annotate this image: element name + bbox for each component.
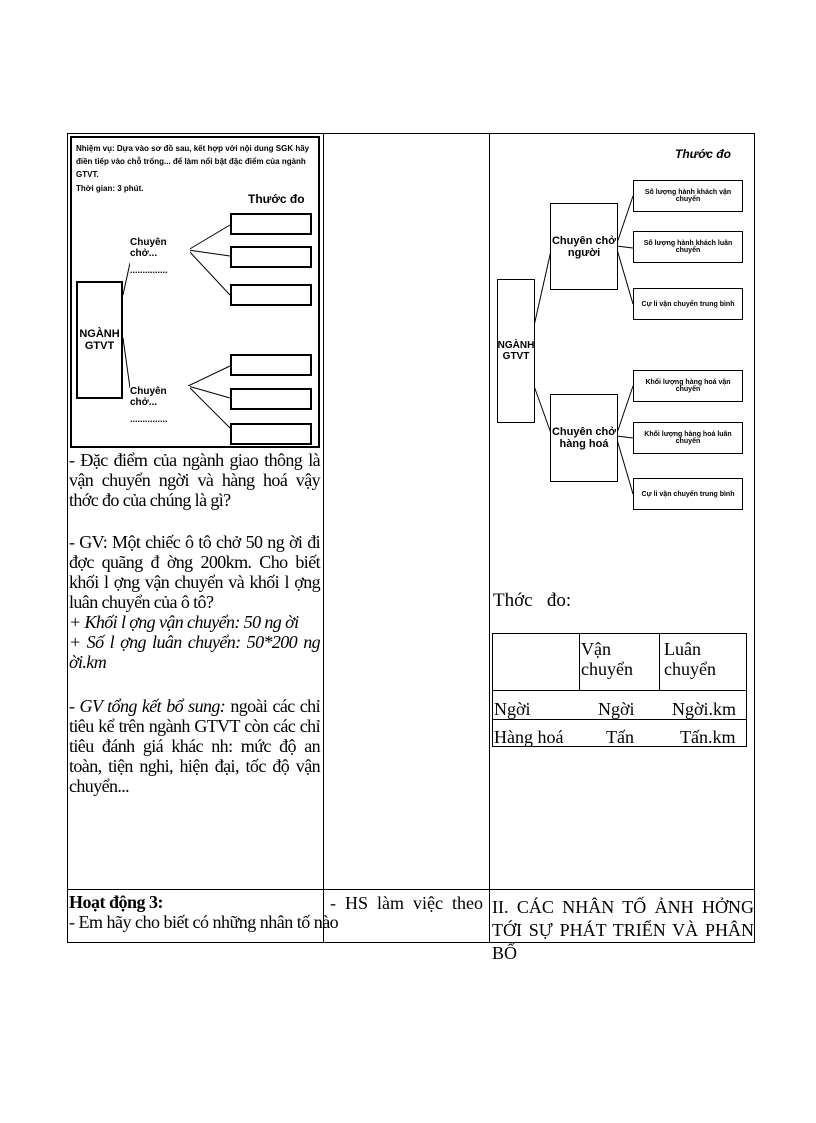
- header-transport: Vận chuyển: [581, 639, 633, 679]
- column-divider: [323, 134, 324, 942]
- left-column-text: [69, 450, 320, 796]
- branch-people-label: Chuyên chở...: [130, 237, 167, 259]
- activity-question: - Em hãy cho biết có những nhân tố nào: [69, 912, 339, 932]
- right-branch-goods-label: Chuyên chở hàng hoá: [551, 426, 617, 450]
- goods-item-box: [633, 370, 743, 402]
- gv-summary-body: ngoài các chỉ tiêu kể trên ngành GTVT còn các chỉ tiêu đánh giá khác nh: mức độ an toàn, tiện nghi, hiện đại, tốc độ vận chuyển...: [69, 696, 320, 796]
- right-branch-people: [550, 203, 618, 290]
- left-diagram: [70, 136, 320, 448]
- blank-box: [230, 246, 312, 268]
- row-label: Ngời: [494, 699, 531, 719]
- answer-line-2: + Số l ợng luân chuyển: 50*200 ng ời.km: [69, 632, 320, 672]
- gv-summary-label: - GV tổng kết bổ sung:: [69, 696, 226, 716]
- branch-people-node: [130, 237, 190, 287]
- right-diagram: [492, 136, 750, 516]
- goods-item-label: Khối lượng hàng hoá luân chuyển: [644, 431, 732, 445]
- table-cell: Tấn.km: [680, 727, 736, 747]
- answer-line-1: + Khối l ợng vận chuyển: 50 ng ời: [69, 612, 299, 632]
- row-label: Hàng hoá: [494, 727, 564, 747]
- table-cell: Ngời.km: [672, 699, 737, 719]
- diagram-instruction: Nhiệm vụ: Dựa vào sơ đồ sau, kết hợp với nội dung SGK hãy điền tiếp vào chỗ trống... để làm nổi bật đặc điểm của ngành GTVT.: [76, 144, 310, 179]
- people-item-label: Số lượng hành khách vận chuyển: [644, 189, 732, 203]
- gv-summary-text: [69, 696, 320, 796]
- header-rotation: Luân chuyển: [664, 639, 716, 679]
- root-node: [76, 281, 123, 399]
- measure-label: Thớc đo:: [493, 590, 572, 611]
- root-node-label: NGÀNH GTVT: [79, 328, 120, 352]
- goods-item-box: [633, 478, 743, 510]
- right-branch-people-label: Chuyên chở người: [551, 234, 617, 259]
- table-cell: Ngời: [598, 699, 635, 719]
- right-measure-title: Thước đo: [675, 147, 731, 161]
- table-cell: Tấn: [606, 727, 634, 747]
- right-root-node: [497, 279, 535, 423]
- blank-box: [230, 213, 312, 235]
- student-task: - HS làm việc theo: [330, 893, 483, 913]
- gv-example-text: - GV: Một chiếc ô tô chở 50 ng ời đi đợc quãng đ ờng 200km. Cho biết khối l ợng vận chuyển và khối l ợng luân chuyển của ô tô?: [69, 532, 320, 612]
- column-divider: [489, 134, 490, 942]
- branch-goods-node: [130, 386, 190, 426]
- activity-title: Hoạt động 3:: [69, 892, 164, 912]
- diagram-time: Thời gian: 3 phút.: [76, 184, 144, 193]
- right-branch-goods: [550, 394, 618, 482]
- row-divider: [68, 889, 754, 890]
- branch-people-dots: ...............: [130, 265, 168, 275]
- people-item-box: [633, 288, 743, 320]
- people-item-label: Cự li vận chuyển trung bình: [641, 300, 735, 308]
- people-item-label: Số lượng hành khách luân chuyển: [643, 240, 733, 254]
- blank-box: [230, 354, 312, 376]
- measure-table: [492, 633, 747, 747]
- branch-goods-label: Chuyên chở...: [130, 386, 167, 408]
- measure-title: Thước đo: [248, 192, 305, 206]
- blank-box: [230, 423, 312, 445]
- activity-cell: [69, 892, 339, 942]
- question-text: - Đặc điểm của ngành giao thông là vận chuyển ngời và hàng hoá vậy thớc đo của chúng là gì?: [69, 450, 320, 510]
- goods-item-box: [633, 422, 743, 454]
- blank-box: [230, 388, 312, 410]
- right-root-label: NGÀNH GTVT: [497, 340, 535, 362]
- people-item-box: [633, 231, 743, 263]
- people-item-box: [633, 180, 743, 212]
- branch-goods-dots: ...............: [130, 414, 168, 424]
- goods-item-label: Khối lượng hàng hoá vận chuyển: [645, 379, 731, 393]
- blank-box: [230, 284, 312, 306]
- goods-item-label: Cự li vận chuyển trung bình: [641, 490, 735, 498]
- section-title: II. CÁC NHÂN TỐ ẢNH HỞNG TỚI SỰ PHÁT TRIỂN VÀ PHÂN BỐ: [492, 897, 754, 963]
